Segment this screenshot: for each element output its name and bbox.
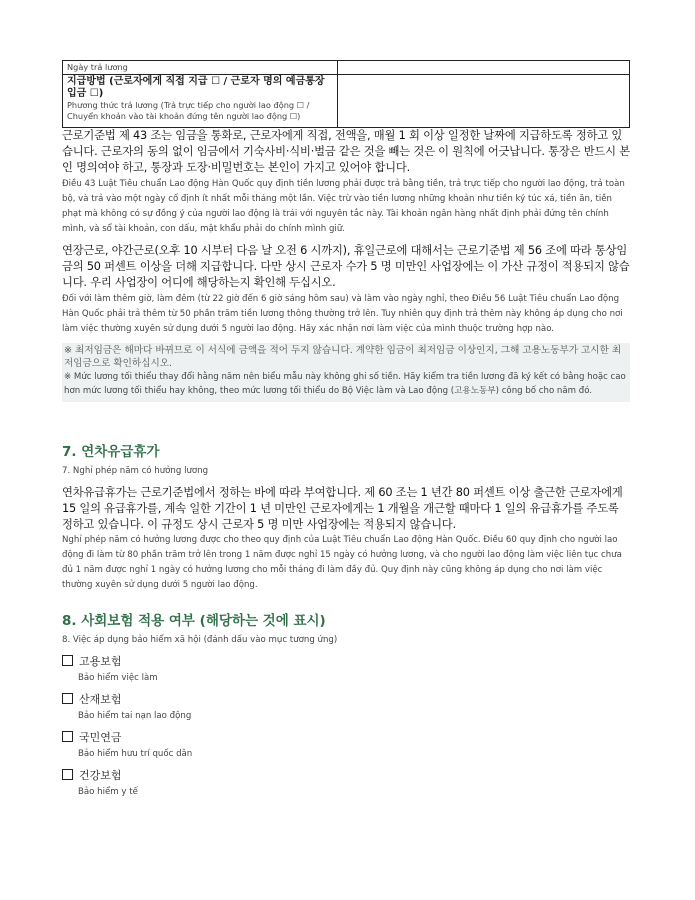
pay-method-label-cell: [63, 75, 338, 128]
minimum-wage-note: [62, 343, 630, 402]
checkbox[interactable]: [62, 693, 73, 704]
section-7: [62, 440, 630, 593]
paragraph-ko: 연장근로, 야간근로(오후 10 시부터 다음 날 오전 6 시까지), 휴일근로에 대해서는 근로기준법 제 56 조에 따라 통상임금의 50 퍼센트 이상을 더해 지급합니다. 다만 상시 근로자 수가 5 명 미만인 사업장에는 이 가산 규정이 적용되지 않습니다. 우리 사업장이 어디에 해당하는지 확인해 두십시오.: [62, 244, 630, 289]
insurance-item-industrial-accident: [62, 693, 630, 722]
checkbox[interactable]: [62, 769, 73, 780]
pay-date-value-cell[interactable]: [338, 61, 630, 75]
checkbox[interactable]: [62, 655, 73, 666]
section-8: [62, 609, 630, 798]
document-page: [62, 60, 630, 798]
paragraph-ko: 연차유급휴가는 근로기준법에서 정하는 바에 따라 부여합니다. 제 60 조는 1 년간 80 퍼센트 이상 출근한 근로자에게 15 일의 유급휴가를, 계속 일한 기간이 1 년 미만인 근로자에게는 1 개월을 개근할 때마다 1 일의 유급휴가를 주도록 정하고 있습니다. 이 규정도 상시 근로자 5 명 미만 사업장에는 적용되지 않습니다.: [62, 486, 623, 531]
paragraph-vi: Điều 43 Luật Tiêu chuẩn Lao động Hàn Quốc quy định tiền lương phải được trả bằng tiền, trả trực tiếp cho người lao động, trả toàn bộ, và trả vào một ngày cố định ít nhất mỗi tháng một lần. Việc trừ vào tiền lương những khoản như tiền ký túc xá, tiền ăn, tiền phạt mà không có sự đồng ý của người lao động là trái với nguyên tắc này. Tài khoản ngân hàng nhất định phải đứng tên chính mình, và sổ tài khoản, con dấu, mật khẩu phải do chính mình giữ.: [62, 179, 625, 234]
paragraph-vi: Đối với làm thêm giờ, làm đêm (từ 22 giờ đến 6 giờ sáng hôm sau) và làm vào ngày nghỉ, theo Điều 56 Luật Tiêu chuẩn Lao động Hàn Quốc phải trả thêm từ 50 phần trăm tiền lương thông thường trở lên. Tuy nhiên quy định trả thêm này không áp dụng cho nơi làm việc thường xuyên sử dụng dưới 5 người lao động. Hãy xác nhận nơi làm việc của mình thuộc trường hợp nào.: [62, 294, 623, 334]
checkbox[interactable]: [62, 731, 73, 742]
section-8-title: 8. 사회보험 적용 여부 (해당하는 것에 표시): [62, 613, 326, 629]
note-ko: ※ 최저임금은 해마다 바뀌므로 이 서식에 금액을 적어 두지 않습니다. 계약한 임금이 최저임금 이상인지, 그해 고용노동부가 고시한 최저임금으로 확인하십시오.: [64, 345, 622, 369]
wage-payment-paragraph: [62, 128, 630, 237]
item-label-ko: 국민연금: [79, 731, 122, 744]
insurance-item-pension: [62, 731, 630, 760]
paragraph-ko: 근로기준법 제 43 조는 임금을 통화로, 근로자에게 직접, 전액을, 매월 1 회 이상 일정한 날짜에 지급하도록 정하고 있습니다. 근로자의 동의 없이 임금에서 기숙사비·식비·벌금 같은 것을 빼는 것은 이 원칙에 어긋납니다. 통장은 반드시 본인 명의여야 하고, 통장과 도장·비밀번호는 본인이 가지고 있어야 합니다.: [62, 129, 630, 174]
item-label-ko: 고용보험: [79, 655, 122, 668]
section-8-subtitle: 8. Việc áp dụng bảo hiểm xã hội (đánh dấu vào mục tương ứng): [62, 635, 338, 645]
table-row: [63, 61, 630, 75]
insurance-item-health: [62, 769, 630, 798]
item-label-vi: Bảo hiểm y tế: [78, 787, 138, 797]
item-label-vi: Bảo hiểm tai nạn lao động: [78, 711, 192, 721]
pay-method-label-ko: 지급방법 (근로자에게 직접 지급 ☐ / 근로자 명의 예금통장 입금 ☐): [67, 76, 325, 99]
item-label-vi: Bảo hiểm việc làm: [78, 673, 158, 683]
item-label-vi: Bảo hiểm hưu trí quốc dân: [78, 749, 193, 759]
pay-date-label: Ngày trả lương: [67, 62, 128, 72]
item-label-ko: 산재보험: [79, 693, 122, 706]
pay-method-value-cell[interactable]: [338, 75, 630, 128]
pay-date-label-cell: [63, 61, 338, 75]
note-vi: ※ Mức lương tối thiểu thay đổi hằng năm nên biểu mẫu này không ghi số tiền. Hãy kiểm tra tiền lương đã ký kết có bằng hoặc cao hơn mức lương tối thiểu hay không, theo mức lương tối thiểu do Bộ Việc làm và Lao động (고용노동부) công bố cho năm đó.: [64, 372, 626, 396]
overtime-paragraph: [62, 243, 630, 337]
pay-method-label-vi: Phương thức trả lương (Trả trực tiếp cho người lao động ☐ / Chuyển khoản vào tài khoản đứng tên người lao động ☐): [67, 100, 310, 121]
insurance-item-employment: [62, 655, 630, 684]
section-7-title: 7. 연차유급휴가: [62, 444, 160, 460]
table-row: [63, 75, 630, 128]
paragraph-vi: Nghỉ phép năm có hưởng lương được cho theo quy định của Luật Tiêu chuẩn Lao động Hàn Quốc. Điều 60 quy định cho người lao động đi làm từ 80 phần trăm trở lên trong 1 năm được nghỉ 15 ngày có hưởng lương, và cho người lao động làm việc liên tục chưa đủ 1 năm được nghỉ 1 ngày có hưởng lương cho mỗi tháng đi làm đầy đủ. Quy định này cũng không áp dụng cho nơi làm việc thường xuyên sử dụng dưới 5 người lao động.: [62, 535, 622, 590]
payment-table: [62, 60, 630, 128]
section-7-subtitle: 7. Nghỉ phép năm có hưởng lương: [62, 466, 209, 476]
item-label-ko: 건강보험: [79, 769, 122, 782]
